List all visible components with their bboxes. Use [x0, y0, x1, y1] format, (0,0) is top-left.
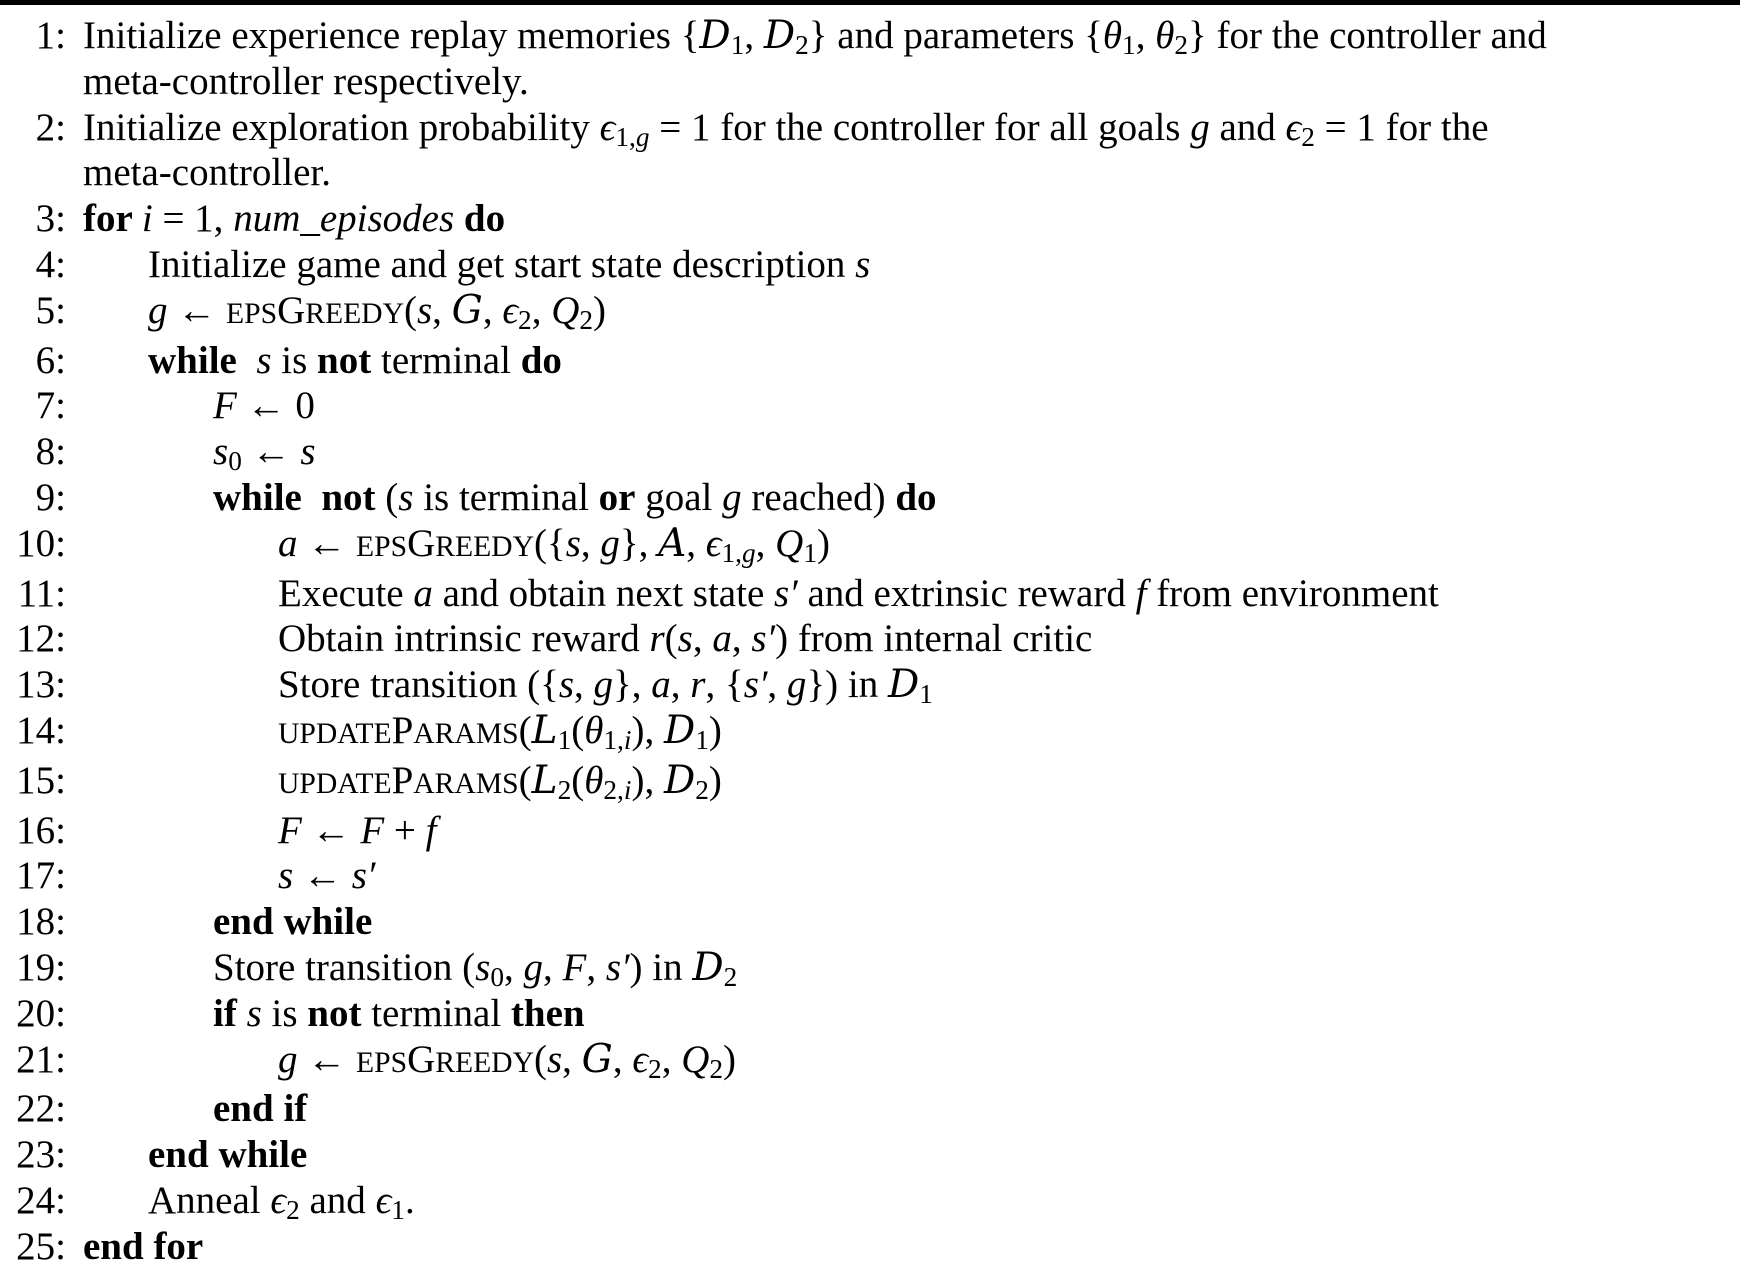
text-segment: or	[598, 475, 636, 519]
text-segment: num_episodes	[233, 197, 455, 241]
text-segment: i	[623, 774, 632, 805]
text-segment: F	[213, 384, 237, 428]
calligraphic-letter: G	[581, 1036, 613, 1082]
text-segment: ←	[297, 521, 356, 565]
text-segment: terminal	[361, 991, 511, 1035]
text-segment: g	[523, 945, 543, 989]
text-segment: REEDY	[305, 297, 404, 330]
algorithm-line	[0, 288, 1740, 338]
line-number: 24:	[16, 1178, 66, 1222]
text-segment: s	[246, 991, 262, 1035]
text-segment: meta-controller respectively.	[83, 59, 529, 103]
text-segment: EPS	[356, 530, 408, 563]
text-segment: is	[261, 991, 308, 1035]
text-segment: ←	[301, 808, 361, 852]
line-content	[83, 197, 505, 240]
calligraphic-letter: D	[763, 13, 796, 58]
text-segment: P	[391, 758, 414, 802]
text-segment: 2	[579, 304, 594, 335]
text-segment: 1	[919, 679, 933, 710]
text-segment: ,	[686, 521, 706, 565]
text-segment: not	[317, 338, 372, 382]
text-segment: if	[213, 991, 247, 1035]
text-segment: ,	[580, 521, 601, 565]
text-segment: 1,	[615, 121, 636, 152]
line-content	[213, 476, 937, 519]
line-content	[278, 809, 437, 852]
text-segment: ,	[731, 617, 752, 661]
text-segment: and	[299, 1178, 376, 1222]
line-number: 8:	[35, 430, 66, 474]
line-number: 14:	[16, 708, 66, 752]
text-segment: 1	[1122, 30, 1136, 60]
text-segment: Obtain intrinsic reward	[278, 617, 650, 661]
calligraphic-letter: A	[658, 520, 687, 566]
text-segment: Q	[681, 1037, 710, 1081]
line-content	[278, 707, 722, 755]
text-segment: },	[619, 521, 659, 565]
text-segment: } and parameters {	[808, 14, 1103, 57]
text-segment: ,	[432, 288, 452, 332]
text-segment: ,	[503, 945, 524, 989]
text-segment: (	[533, 1037, 547, 1081]
text-segment: 2	[695, 774, 709, 805]
text-segment: s′	[605, 945, 630, 989]
line-content	[278, 617, 1092, 660]
text-segment: ,	[586, 945, 606, 989]
text-segment: 2	[709, 1053, 724, 1084]
text-segment: and extrinsic reward	[797, 571, 1136, 615]
text-segment: 2	[648, 1053, 662, 1084]
line-number: 18:	[16, 900, 66, 944]
text-segment: g	[635, 121, 650, 152]
text-segment: ,	[531, 288, 552, 332]
text-segment: s	[546, 1037, 563, 1081]
text-segment: θ	[584, 758, 604, 802]
text-segment: = 1 for the controller for all goals	[649, 105, 1191, 149]
text-segment: ),	[631, 708, 664, 752]
line-content	[278, 757, 722, 805]
text-segment: (	[518, 758, 532, 802]
line-number: 7:	[35, 384, 66, 428]
algorithm-line	[0, 105, 1740, 151]
text-segment: (	[518, 708, 532, 752]
line-number: 21:	[16, 1037, 66, 1081]
text-segment: ARAMS	[413, 717, 519, 750]
text-segment: ,	[612, 1037, 633, 1081]
algorithm-line	[0, 59, 1740, 105]
text-segment: r	[649, 617, 665, 661]
text-segment: (	[571, 708, 585, 752]
algorithm-line	[0, 758, 1740, 808]
text-segment: .	[404, 1178, 415, 1222]
algorithm-line	[0, 13, 1740, 59]
text-segment: s	[565, 521, 581, 565]
text-segment: G	[407, 521, 436, 565]
algorithm-line	[0, 1178, 1740, 1224]
text-segment: i	[141, 197, 153, 241]
line-number: 12:	[16, 617, 66, 661]
calligraphic-letter: D	[692, 944, 724, 990]
text-segment: (	[571, 758, 585, 802]
text-segment: }) in	[806, 663, 888, 707]
text-segment: REEDY	[435, 1046, 534, 1079]
line-content	[83, 60, 529, 103]
top-rule	[0, 0, 1740, 5]
text-segment: g	[278, 1037, 298, 1081]
text-segment: 0	[228, 446, 242, 477]
text-segment: = 1 for the	[1314, 105, 1489, 149]
text-segment: Q	[551, 288, 580, 332]
text-segment: s	[278, 854, 294, 898]
text-segment: Initialize experience replay memories {	[83, 14, 700, 57]
text-segment: ←	[293, 854, 352, 898]
text-segment: is	[271, 338, 318, 382]
text-segment: = 1,	[152, 197, 234, 241]
text-segment: ({	[533, 521, 566, 565]
text-segment: ϵ	[599, 105, 616, 149]
text-segment: meta-controller.	[83, 151, 331, 195]
algorithm-line	[0, 475, 1740, 521]
line-number: 6:	[35, 338, 66, 382]
algorithm-line	[0, 616, 1740, 662]
text-segment: F	[360, 808, 385, 852]
text-segment: g	[148, 288, 168, 332]
text-segment: +	[384, 808, 426, 852]
text-segment: 2	[518, 304, 532, 335]
text-segment: s	[398, 475, 414, 519]
text-segment: REEDY	[435, 530, 534, 563]
text-segment: 2	[1174, 30, 1189, 60]
text-segment: and obtain next state	[432, 571, 774, 615]
algorithm-line	[0, 662, 1740, 708]
text-segment: 1,	[721, 537, 742, 568]
algorithm-line	[0, 150, 1740, 196]
line-content	[278, 1036, 737, 1084]
text-segment: θ	[584, 708, 604, 752]
text-segment: f	[425, 808, 437, 852]
text-segment: and	[1209, 105, 1286, 149]
text-segment: θ	[1155, 14, 1175, 57]
algorithm-line	[0, 521, 1740, 571]
line-content	[213, 992, 585, 1035]
text-segment: do	[520, 338, 562, 382]
line-content	[83, 151, 331, 194]
algorithm-line	[0, 991, 1740, 1037]
text-segment: ,	[692, 617, 713, 661]
text-segment: ),	[631, 758, 664, 802]
text-segment: ,	[562, 1037, 582, 1081]
text-segment: )	[723, 1037, 737, 1081]
text-segment: )	[593, 288, 607, 332]
text-segment: ϵ	[375, 1178, 392, 1222]
text-segment: ϵ	[502, 288, 519, 332]
text-segment: s	[300, 430, 316, 474]
line-number: 17:	[16, 854, 66, 898]
calligraphic-letter: D	[887, 662, 920, 708]
line-number: 22:	[16, 1087, 66, 1131]
text-segment: do	[895, 475, 937, 519]
algorithm-line	[0, 1132, 1740, 1178]
text-segment: UPDATE	[278, 767, 392, 800]
text-segment: ,	[574, 663, 594, 707]
calligraphic-letter: L	[531, 707, 558, 753]
line-content	[148, 1178, 415, 1225]
line-number: 19:	[16, 945, 66, 989]
line-content	[213, 384, 315, 427]
line-number: 20:	[16, 991, 66, 1035]
text-segment: ← 0	[236, 384, 315, 428]
text-segment: Initialize exploration probability	[83, 105, 600, 149]
text-segment: is terminal	[413, 475, 599, 519]
text-segment: ←	[297, 1037, 356, 1081]
text-segment: Initialize game and get start state description	[148, 242, 856, 286]
text-segment: g	[1190, 105, 1210, 149]
text-segment: ϵ	[270, 1178, 287, 1222]
line-number: 25:	[16, 1224, 66, 1268]
text-segment: G	[407, 1037, 436, 1081]
line-number: 9:	[35, 475, 66, 519]
line-content	[83, 105, 1489, 152]
text-segment: r	[690, 663, 706, 707]
line-content	[148, 287, 607, 335]
text-segment: ,	[1135, 14, 1156, 57]
text-segment: ,	[482, 288, 503, 332]
line-number: 3:	[35, 197, 66, 241]
text-segment: )	[708, 708, 722, 752]
text-segment: 2	[557, 774, 572, 805]
text-segment: not	[307, 991, 362, 1035]
text-segment: reached)	[741, 475, 896, 519]
text-segment: g	[600, 521, 620, 565]
text-segment: ,	[670, 663, 691, 707]
line-content	[148, 339, 562, 382]
text-segment: s	[416, 288, 433, 332]
line-number: 11:	[17, 571, 66, 615]
algorithm-line	[0, 571, 1740, 617]
text-segment: terminal	[371, 338, 521, 382]
line-number: 2:	[35, 105, 66, 149]
text-segment: ) from internal critic	[775, 617, 1093, 661]
algorithm-line	[0, 853, 1740, 899]
text-segment: ϵ	[705, 521, 722, 565]
text-segment: 1,	[603, 724, 624, 755]
text-segment: Anneal	[148, 1178, 271, 1222]
text-segment: 1	[391, 1194, 405, 1225]
text-segment: ) in	[629, 945, 693, 989]
text-segment: 2	[795, 30, 809, 60]
text-segment: ,	[744, 14, 764, 57]
algorithm-line	[0, 808, 1740, 854]
algorithm-listing	[0, 13, 1740, 1268]
text-segment: EPS	[226, 297, 278, 330]
text-segment: Store transition ({	[278, 663, 559, 707]
text-segment: a	[278, 521, 298, 565]
text-segment: goal	[635, 475, 723, 519]
algorithm-line	[0, 338, 1740, 384]
line-number: 1:	[35, 14, 66, 57]
line-number: 10:	[16, 521, 66, 565]
text-segment: s	[475, 945, 491, 989]
text-segment: EPS	[356, 1046, 408, 1079]
text-segment: end while	[213, 900, 373, 944]
text-segment: 2	[723, 961, 738, 992]
line-content	[278, 662, 933, 710]
line-content	[83, 1225, 203, 1268]
text-segment: s	[677, 617, 693, 661]
line-content	[213, 900, 372, 943]
line-number: 15:	[16, 758, 66, 802]
text-segment: ,	[542, 945, 563, 989]
text-segment: for	[83, 197, 142, 241]
text-segment: s	[558, 663, 575, 707]
line-content	[213, 944, 738, 992]
text-segment: s′	[774, 571, 798, 615]
text-segment: F	[562, 945, 587, 989]
text-segment: 2	[1301, 121, 1315, 152]
text-segment: from environment	[1146, 571, 1439, 615]
text-segment: end while	[148, 1133, 308, 1177]
text-segment: },	[613, 663, 652, 707]
text-segment: s′	[743, 663, 768, 707]
line-number: 23:	[16, 1133, 66, 1177]
calligraphic-letter: D	[699, 13, 731, 58]
text-segment: Store transition (	[213, 945, 476, 989]
text-segment: ARAMS	[413, 767, 519, 800]
text-segment: f	[1135, 571, 1147, 615]
text-segment: end for	[83, 1224, 204, 1268]
text-segment: 1	[557, 724, 572, 755]
text-segment: g	[786, 663, 807, 707]
text-segment: s′	[351, 854, 376, 898]
text-segment: a	[413, 571, 433, 615]
text-segment: } for the controller and	[1188, 14, 1547, 57]
line-number: 16:	[16, 808, 66, 852]
text-segment: s	[855, 242, 871, 286]
line-content	[213, 1087, 307, 1130]
line-number: 5:	[35, 288, 66, 332]
text-segment: s	[213, 430, 229, 474]
text-segment: ϵ	[632, 1037, 649, 1081]
text-segment: P	[391, 708, 414, 752]
text-segment: while not	[213, 475, 376, 519]
line-number: 4:	[35, 242, 66, 286]
algorithm-line	[0, 899, 1740, 945]
text-segment: s	[256, 338, 272, 382]
line-content	[83, 13, 1547, 60]
text-segment: g	[593, 663, 614, 707]
calligraphic-letter: D	[663, 757, 696, 803]
text-segment: , {	[705, 663, 744, 707]
algorithm-line	[0, 1086, 1740, 1132]
algorithm-line	[0, 383, 1740, 429]
text-segment: F	[278, 808, 302, 852]
text-segment	[454, 197, 464, 240]
text-segment: ←	[167, 288, 226, 332]
text-segment: do	[463, 197, 506, 241]
calligraphic-letter: D	[663, 707, 696, 753]
text-segment: )	[816, 521, 830, 565]
text-segment: (	[375, 475, 399, 519]
text-segment: a	[712, 617, 732, 661]
calligraphic-letter: L	[531, 757, 558, 803]
algorithm-line	[0, 196, 1740, 242]
line-content	[213, 430, 316, 477]
text-segment: (	[664, 617, 678, 661]
text-segment: )	[708, 758, 722, 802]
line-number: 13:	[16, 663, 66, 707]
text-segment: g	[722, 475, 742, 519]
text-segment: (	[403, 288, 417, 332]
text-segment: 2,	[603, 774, 624, 805]
text-segment: ,	[755, 521, 776, 565]
text-segment: UPDATE	[278, 717, 392, 750]
algorithm-line	[0, 1037, 1740, 1087]
text-segment: i	[623, 724, 632, 755]
line-content	[148, 243, 870, 286]
text-segment: while	[148, 338, 257, 382]
text-segment: Execute	[278, 571, 414, 615]
algorithm-line	[0, 429, 1740, 475]
line-content	[278, 520, 830, 568]
text-segment: ←	[241, 430, 301, 474]
text-segment: ϵ	[1285, 105, 1302, 149]
algorithm-line	[0, 242, 1740, 288]
calligraphic-letter: G	[451, 287, 483, 333]
text-segment: 2	[286, 1194, 300, 1225]
algorithm-line	[0, 708, 1740, 758]
text-segment: 1	[803, 537, 817, 568]
text-segment: θ	[1102, 14, 1123, 57]
text-segment: g	[742, 537, 756, 568]
line-content	[278, 572, 1439, 615]
line-content	[148, 1133, 307, 1176]
text-segment: 1	[695, 724, 709, 755]
text-segment: G	[277, 288, 306, 332]
algorithm-line	[0, 1224, 1740, 1268]
text-segment: ,	[767, 663, 787, 707]
text-segment: end if	[213, 1087, 308, 1131]
text-segment: Q	[775, 521, 804, 565]
algorithm-line	[0, 945, 1740, 991]
text-segment: 0	[490, 961, 504, 992]
text-segment: a	[651, 663, 671, 707]
text-segment: ,	[661, 1037, 682, 1081]
text-segment: s′	[751, 617, 776, 661]
text-segment: then	[510, 991, 585, 1035]
line-content	[278, 854, 375, 897]
text-segment: 1	[730, 30, 745, 60]
